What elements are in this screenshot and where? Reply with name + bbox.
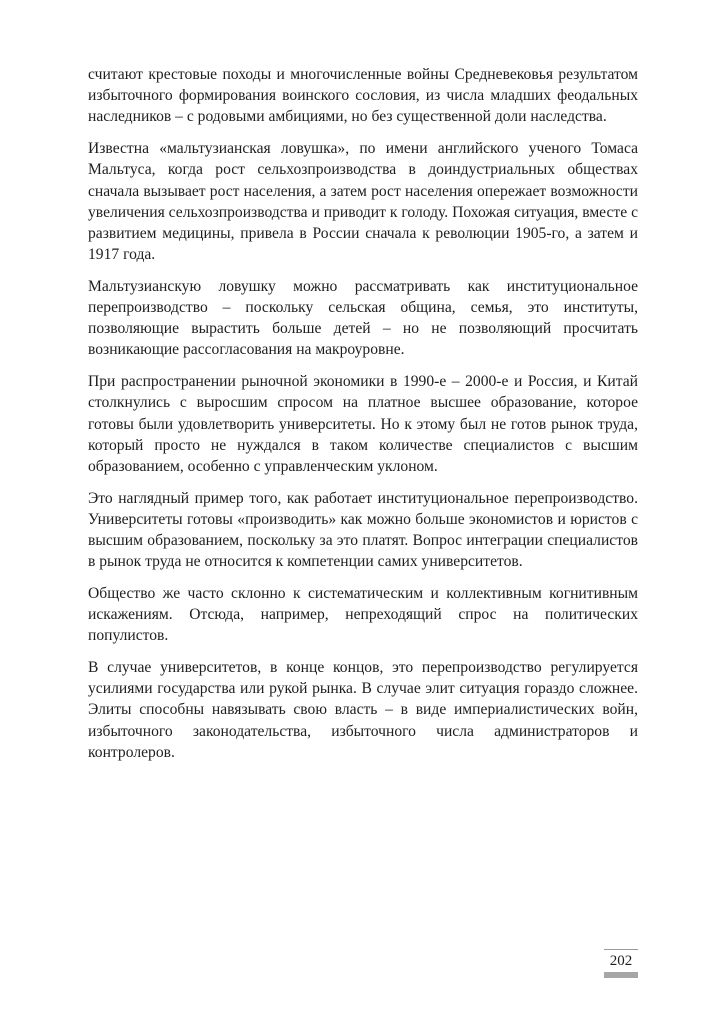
- page-body-text: [88, 64, 638, 774]
- page-number-bar: [604, 972, 638, 978]
- paragraph: При распространении рыночной экономики в 1990-е – 2000-е и Россия, и Китай столкнулись с выросшим спросом на платное высшее образование, которое готовы были удовлетворить университеты. Но к этому был не готов рынок труда, который просто не нуждался в таком количестве специалистов с высшим образованием, особенно с управленческим уклоном.: [88, 373, 638, 475]
- paragraph: Общество же часто склонно к систематическим и коллективным когнитивным искажениям. Отсюда, например, непреходящий спрос на политических популистов.: [88, 584, 638, 645]
- paragraph: Это наглядный пример того, как работает институциональное перепроизводство. Университеты готовы «производить» как можно больше экономистов и юристов с высшим образованием, поскольку за это платят. Вопрос интеграции специалистов в рынок труда не относится к компетенции самих университетов.: [88, 489, 638, 571]
- paragraph: Известна «мальтузианская ловушка», по имени английского ученого Томаса Мальтуса, когда рост сельхозпроизводства в доиндустриальных обществах сначала вызывает рост населения, а затем рост населения опережает возможности увеличения сельхозпроизводства и приводит к голоду. Похожая ситуация, вместе с развитием медицины, привела в России сначала к революции 1905-го, а затем и 1917 года.: [88, 140, 638, 264]
- paragraph: считают крестовые походы и многочисленные войны Средневековья результатом избыточного формирования воинского сословия, из числа младших феодальных наследников – с родовыми амбициями, но без существенной доли наследства.: [88, 66, 638, 126]
- page-number-block: [604, 949, 638, 978]
- paragraph: В случае университетов, в конце концов, это перепроизводство регулируется усилиями государства или рукой рынка. В случае элит ситуация гораздо сложнее. Элиты способны навязывать свою власть – в виде империалистических войн, избыточного законодательства, избыточного числа администраторов и контролеров.: [88, 659, 638, 761]
- paragraph: Мальтузианскую ловушку можно рассматривать как институциональное перепроизводство – поскольку сельская община, семья, это институты, позволяющие вырастить больше детей – но не позволяющий просчитать возникающие рассогласования на макроуровне.: [88, 277, 638, 359]
- page-number: 202: [609, 953, 633, 969]
